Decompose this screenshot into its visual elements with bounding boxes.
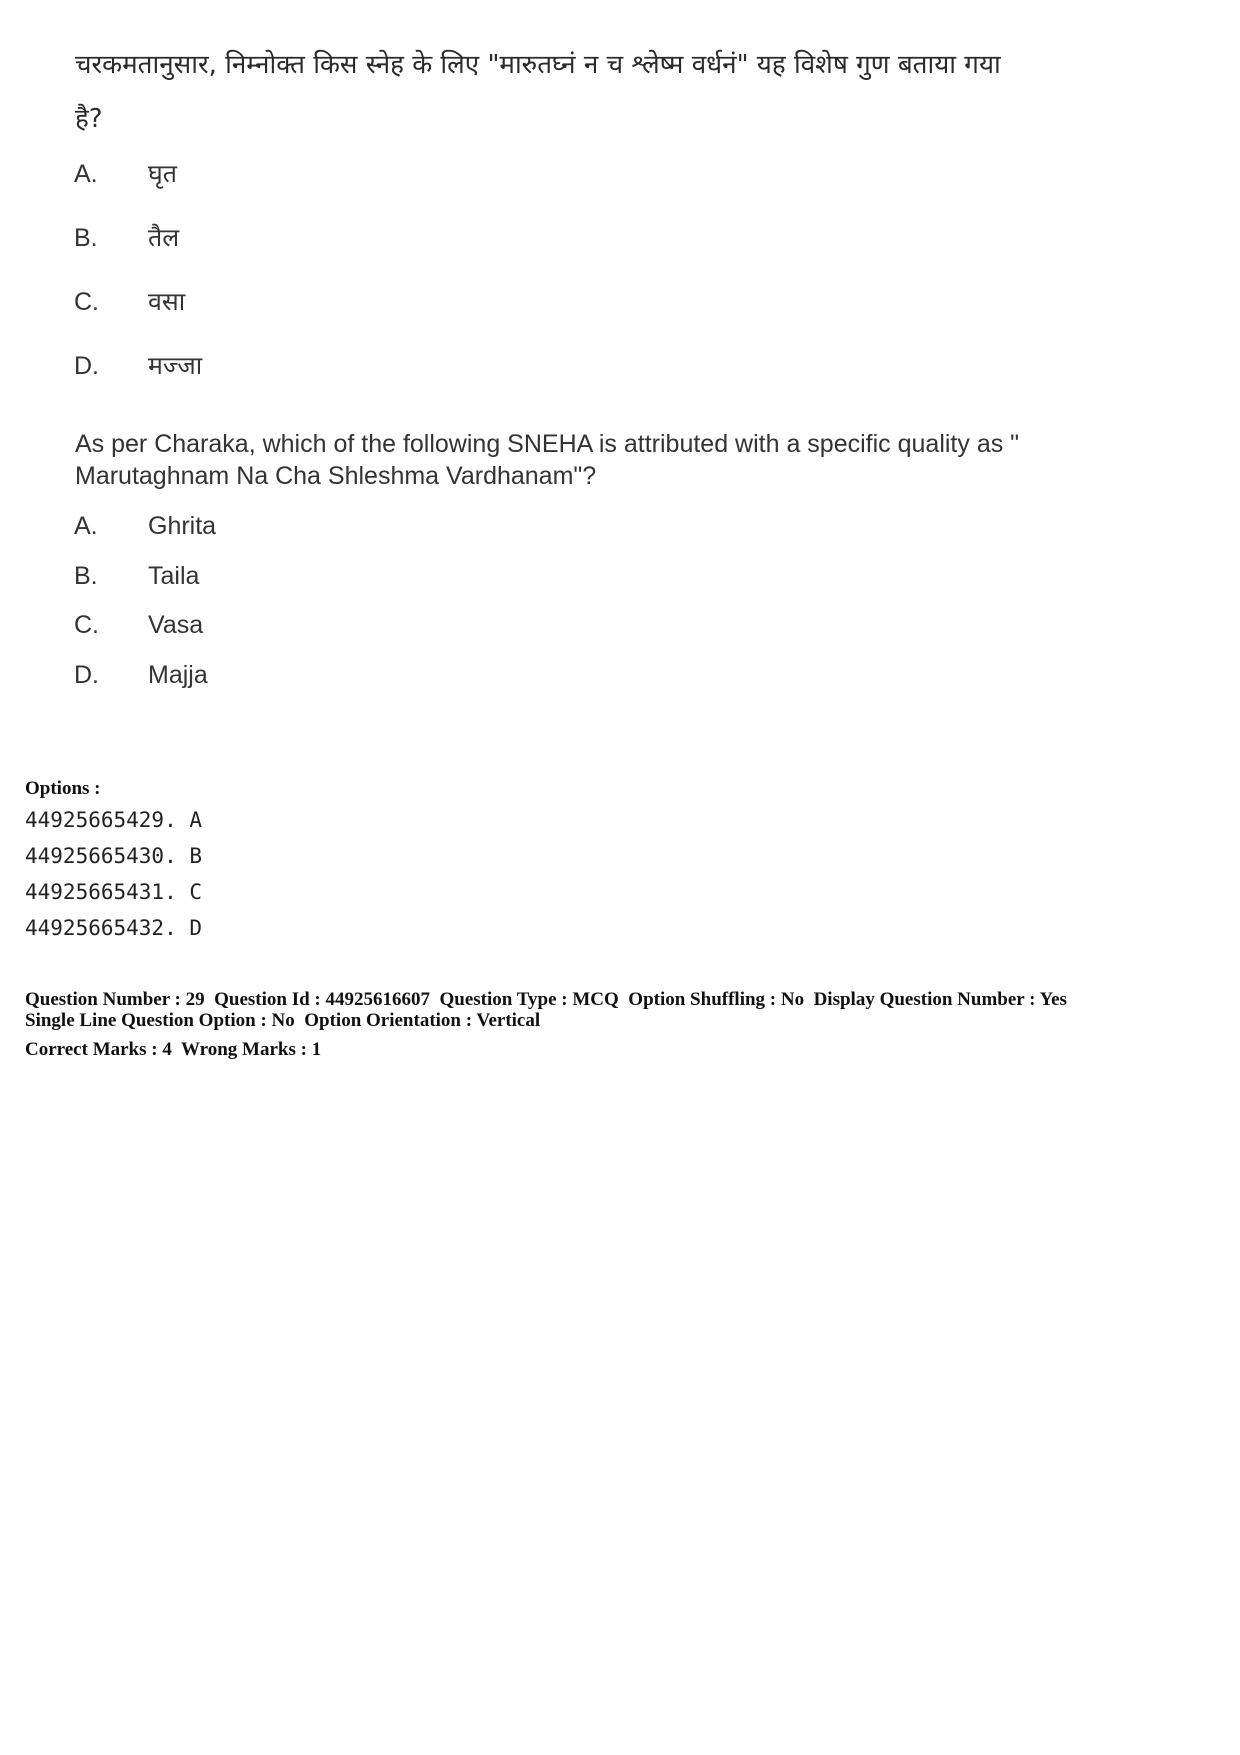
hindi-question-line-1: चरकमतानुसार, निम्नोक्त किस स्नेह के लिए "मारुतघ्नं न च श्लेष्म वर्धनं" यह विशेष गुण बताया गया: [75, 50, 1001, 80]
question-meta-line-2: Single Line Question Option : No Option Orientation : Vertical: [25, 1010, 541, 1031]
english-question-line-2: Marutaghnam Na Cha Shleshma Vardhanam"?: [75, 462, 597, 490]
hindi-question-line-2: है?: [75, 104, 103, 134]
hindi-option-a: [74, 156, 177, 190]
option-letter: C.: [74, 611, 99, 639]
hindi-option-c: [74, 284, 185, 318]
option-id-row: 44925665431. C: [25, 880, 203, 904]
english-question-text: [75, 428, 1155, 492]
english-option-d: [74, 661, 208, 690]
option-letter: A.: [74, 160, 98, 188]
option-text: Taila: [148, 562, 200, 590]
option-id-row: 44925665432. D: [25, 916, 203, 940]
option-letter: B.: [74, 224, 98, 252]
english-option-c: [74, 611, 203, 640]
option-text: तैल: [148, 223, 180, 252]
options-heading: Options :: [25, 778, 101, 799]
question-image: [0, 0, 1240, 720]
option-text: Vasa: [148, 611, 204, 639]
option-id-row: 44925665430. B: [25, 844, 203, 868]
marks-line: Correct Marks : 4 Wrong Marks : 1: [25, 1039, 322, 1060]
english-option-b: [74, 562, 199, 591]
option-text: Majja: [148, 661, 208, 689]
option-id-row: 44925665429. A: [25, 808, 203, 832]
hindi-option-d: [74, 348, 202, 382]
hindi-option-b: [74, 220, 179, 254]
option-letter: D.: [74, 352, 99, 380]
option-text: घृत: [148, 159, 178, 188]
option-text: मज्जा: [148, 351, 203, 380]
option-letter: C.: [74, 288, 99, 316]
hindi-question-text: [75, 38, 1135, 146]
option-text: वसा: [148, 287, 186, 316]
option-text: Ghrita: [148, 512, 217, 540]
english-option-a: [74, 512, 216, 541]
option-letter: D.: [74, 661, 99, 689]
question-meta-line-1: Question Number : 29 Question Id : 44925616607 Question Type : MCQ Option Shuffling : No Display Question Number : Yes: [25, 989, 1067, 1010]
option-letter: B.: [74, 562, 98, 590]
option-letter: A.: [74, 512, 98, 540]
english-question-line-1: As per Charaka, which of the following SNEHA is attributed with a specific quality as ": [75, 430, 1020, 458]
